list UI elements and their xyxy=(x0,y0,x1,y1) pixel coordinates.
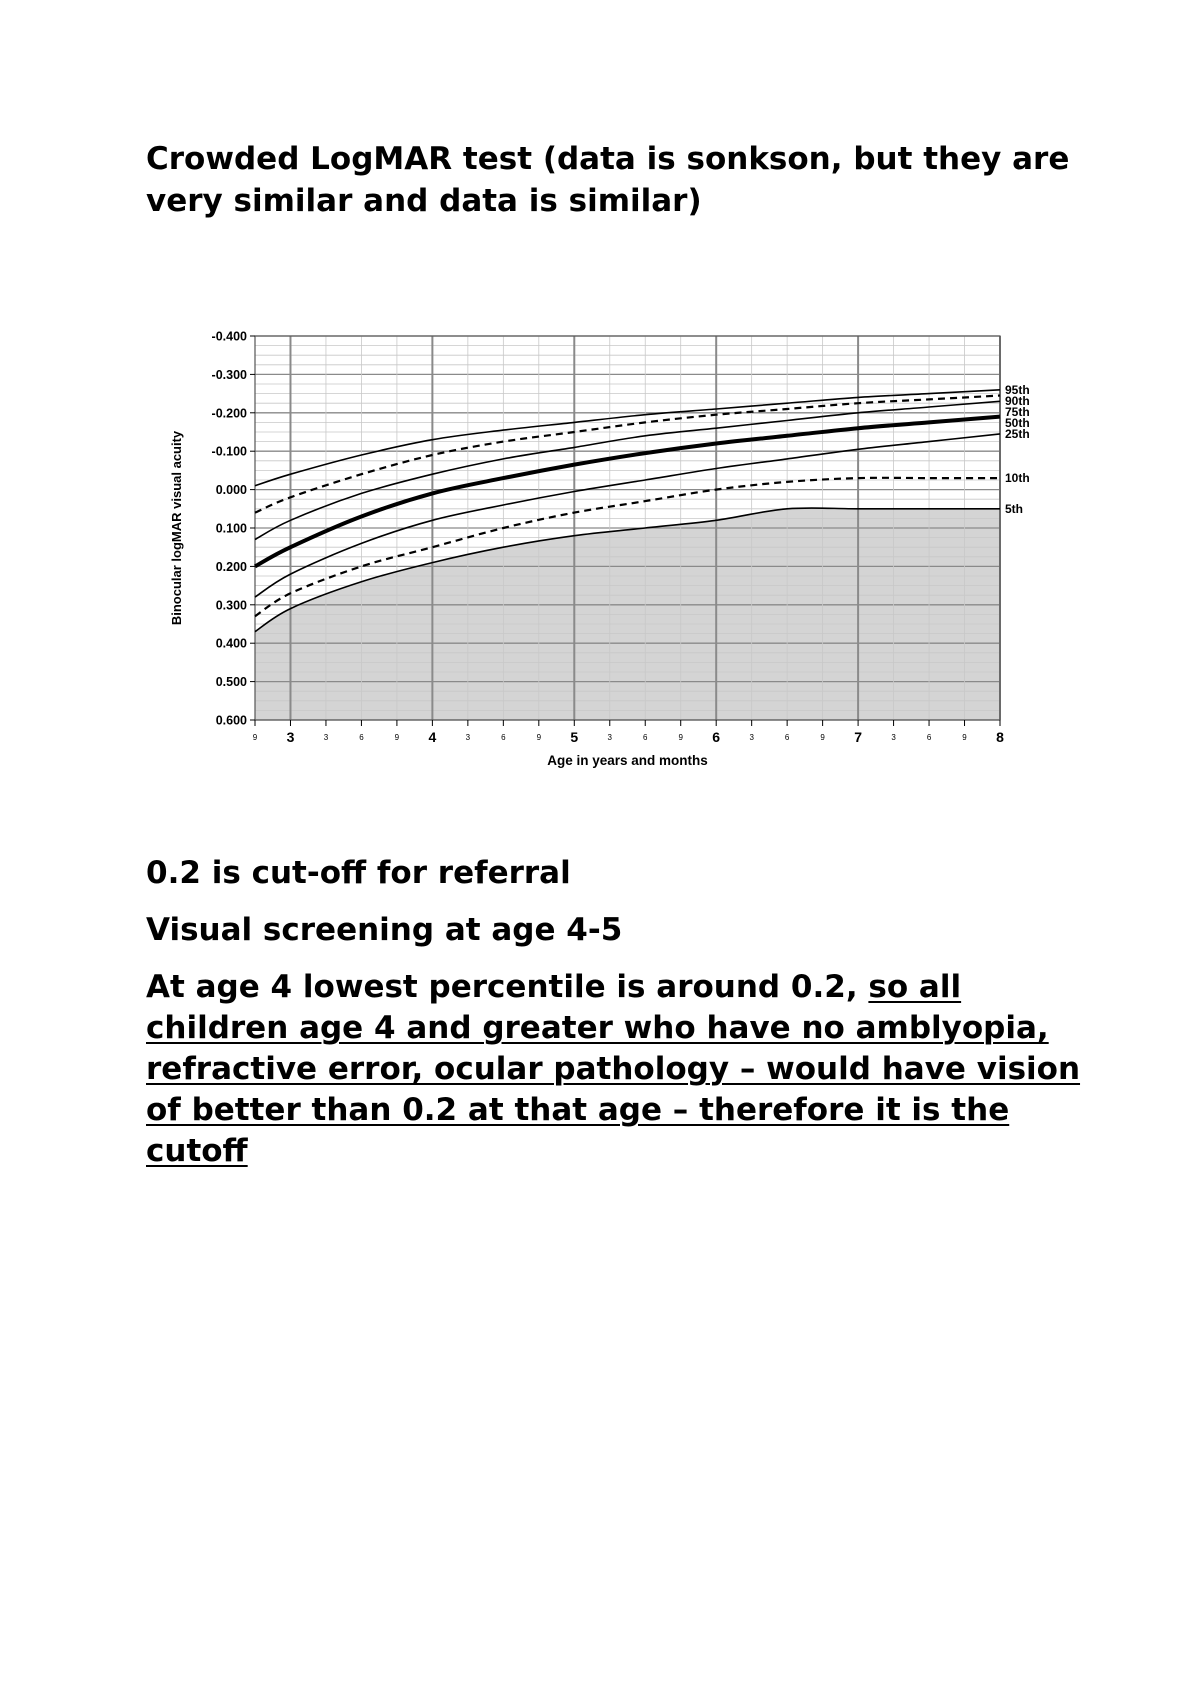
y-axis-title: Binocular logMAR visual acuity xyxy=(169,430,184,626)
y-tick-label: 0.600 xyxy=(215,713,247,728)
shaded-region-below-5th xyxy=(255,508,1000,720)
y-tick-label: 0.400 xyxy=(215,636,247,651)
x-month-label: 6 xyxy=(643,733,648,742)
x-month-label: 6 xyxy=(784,733,790,742)
x-month-label: 9 xyxy=(536,733,542,742)
x-month-label: 3 xyxy=(749,733,754,742)
y-tick-label: -0.200 xyxy=(211,406,247,421)
explanation-paragraph xyxy=(146,967,1086,1172)
y-tick-label: 0.100 xyxy=(215,521,247,536)
x-month-label: 3 xyxy=(465,733,471,742)
x-axis-title: Age in years and months xyxy=(547,753,708,768)
x-month-label: 9 xyxy=(962,733,967,742)
x-year-label: 5 xyxy=(570,729,579,745)
x-month-label: 6 xyxy=(926,733,932,742)
x-year-label: 8 xyxy=(996,729,1004,745)
x-month-label: 9 xyxy=(820,733,825,742)
x-month-label: 9 xyxy=(394,733,400,742)
x-month-label: 6 xyxy=(359,733,364,742)
screening-age-text: Visual screening at age 4-5 xyxy=(146,912,623,948)
y-tick-label: 0.200 xyxy=(215,559,247,574)
x-year-label: 3 xyxy=(286,729,295,745)
logmar-percentile-chart xyxy=(160,318,1060,778)
y-tick-label: 0.500 xyxy=(215,675,247,690)
y-tick-label: 0.300 xyxy=(215,598,247,613)
referral-cutoff-text: 0.2 is cut-off for referral xyxy=(146,855,571,891)
series-label-25th: 25th xyxy=(1005,426,1030,441)
explanation-underlined-text: so all children age 4 and greater who have no amblyopia, refractive error, ocular pathology – would have vision of better than 0.2 at that age – therefore it is the cutoff xyxy=(146,969,1081,1169)
page-heading: Crowded LogMAR test (data is sonkson, but they are very similar and data is similar) xyxy=(146,141,1070,219)
x-month-label: 3 xyxy=(323,733,329,742)
y-tick-label: 0.000 xyxy=(215,483,247,498)
explanation-plain-text: At age 4 lowest percentile is around 0.2, xyxy=(146,969,869,1005)
chart-svg xyxy=(160,318,1060,778)
y-tick-label: -0.400 xyxy=(211,329,247,344)
series-label-90th: 90th xyxy=(1005,393,1030,408)
series-label-10th: 10th xyxy=(1005,471,1030,486)
x-month-label: 3 xyxy=(891,733,896,742)
x-year-label: 6 xyxy=(712,729,721,745)
x-month-label: 6 xyxy=(501,733,506,742)
y-tick-label: -0.300 xyxy=(211,367,247,382)
x-year-label: 4 xyxy=(428,729,437,745)
x-month-label: 9 xyxy=(678,733,683,742)
y-tick-label: -0.100 xyxy=(211,444,247,459)
series-label-50th: 50th xyxy=(1005,415,1030,430)
x-year-label: 7 xyxy=(854,729,862,745)
series-label-75th: 75th xyxy=(1005,404,1030,419)
x-month-label: 9 xyxy=(252,733,258,742)
x-month-label: 3 xyxy=(607,733,612,742)
series-label-95th: 95th xyxy=(1005,382,1030,397)
series-label-5th: 5th xyxy=(1005,501,1023,516)
